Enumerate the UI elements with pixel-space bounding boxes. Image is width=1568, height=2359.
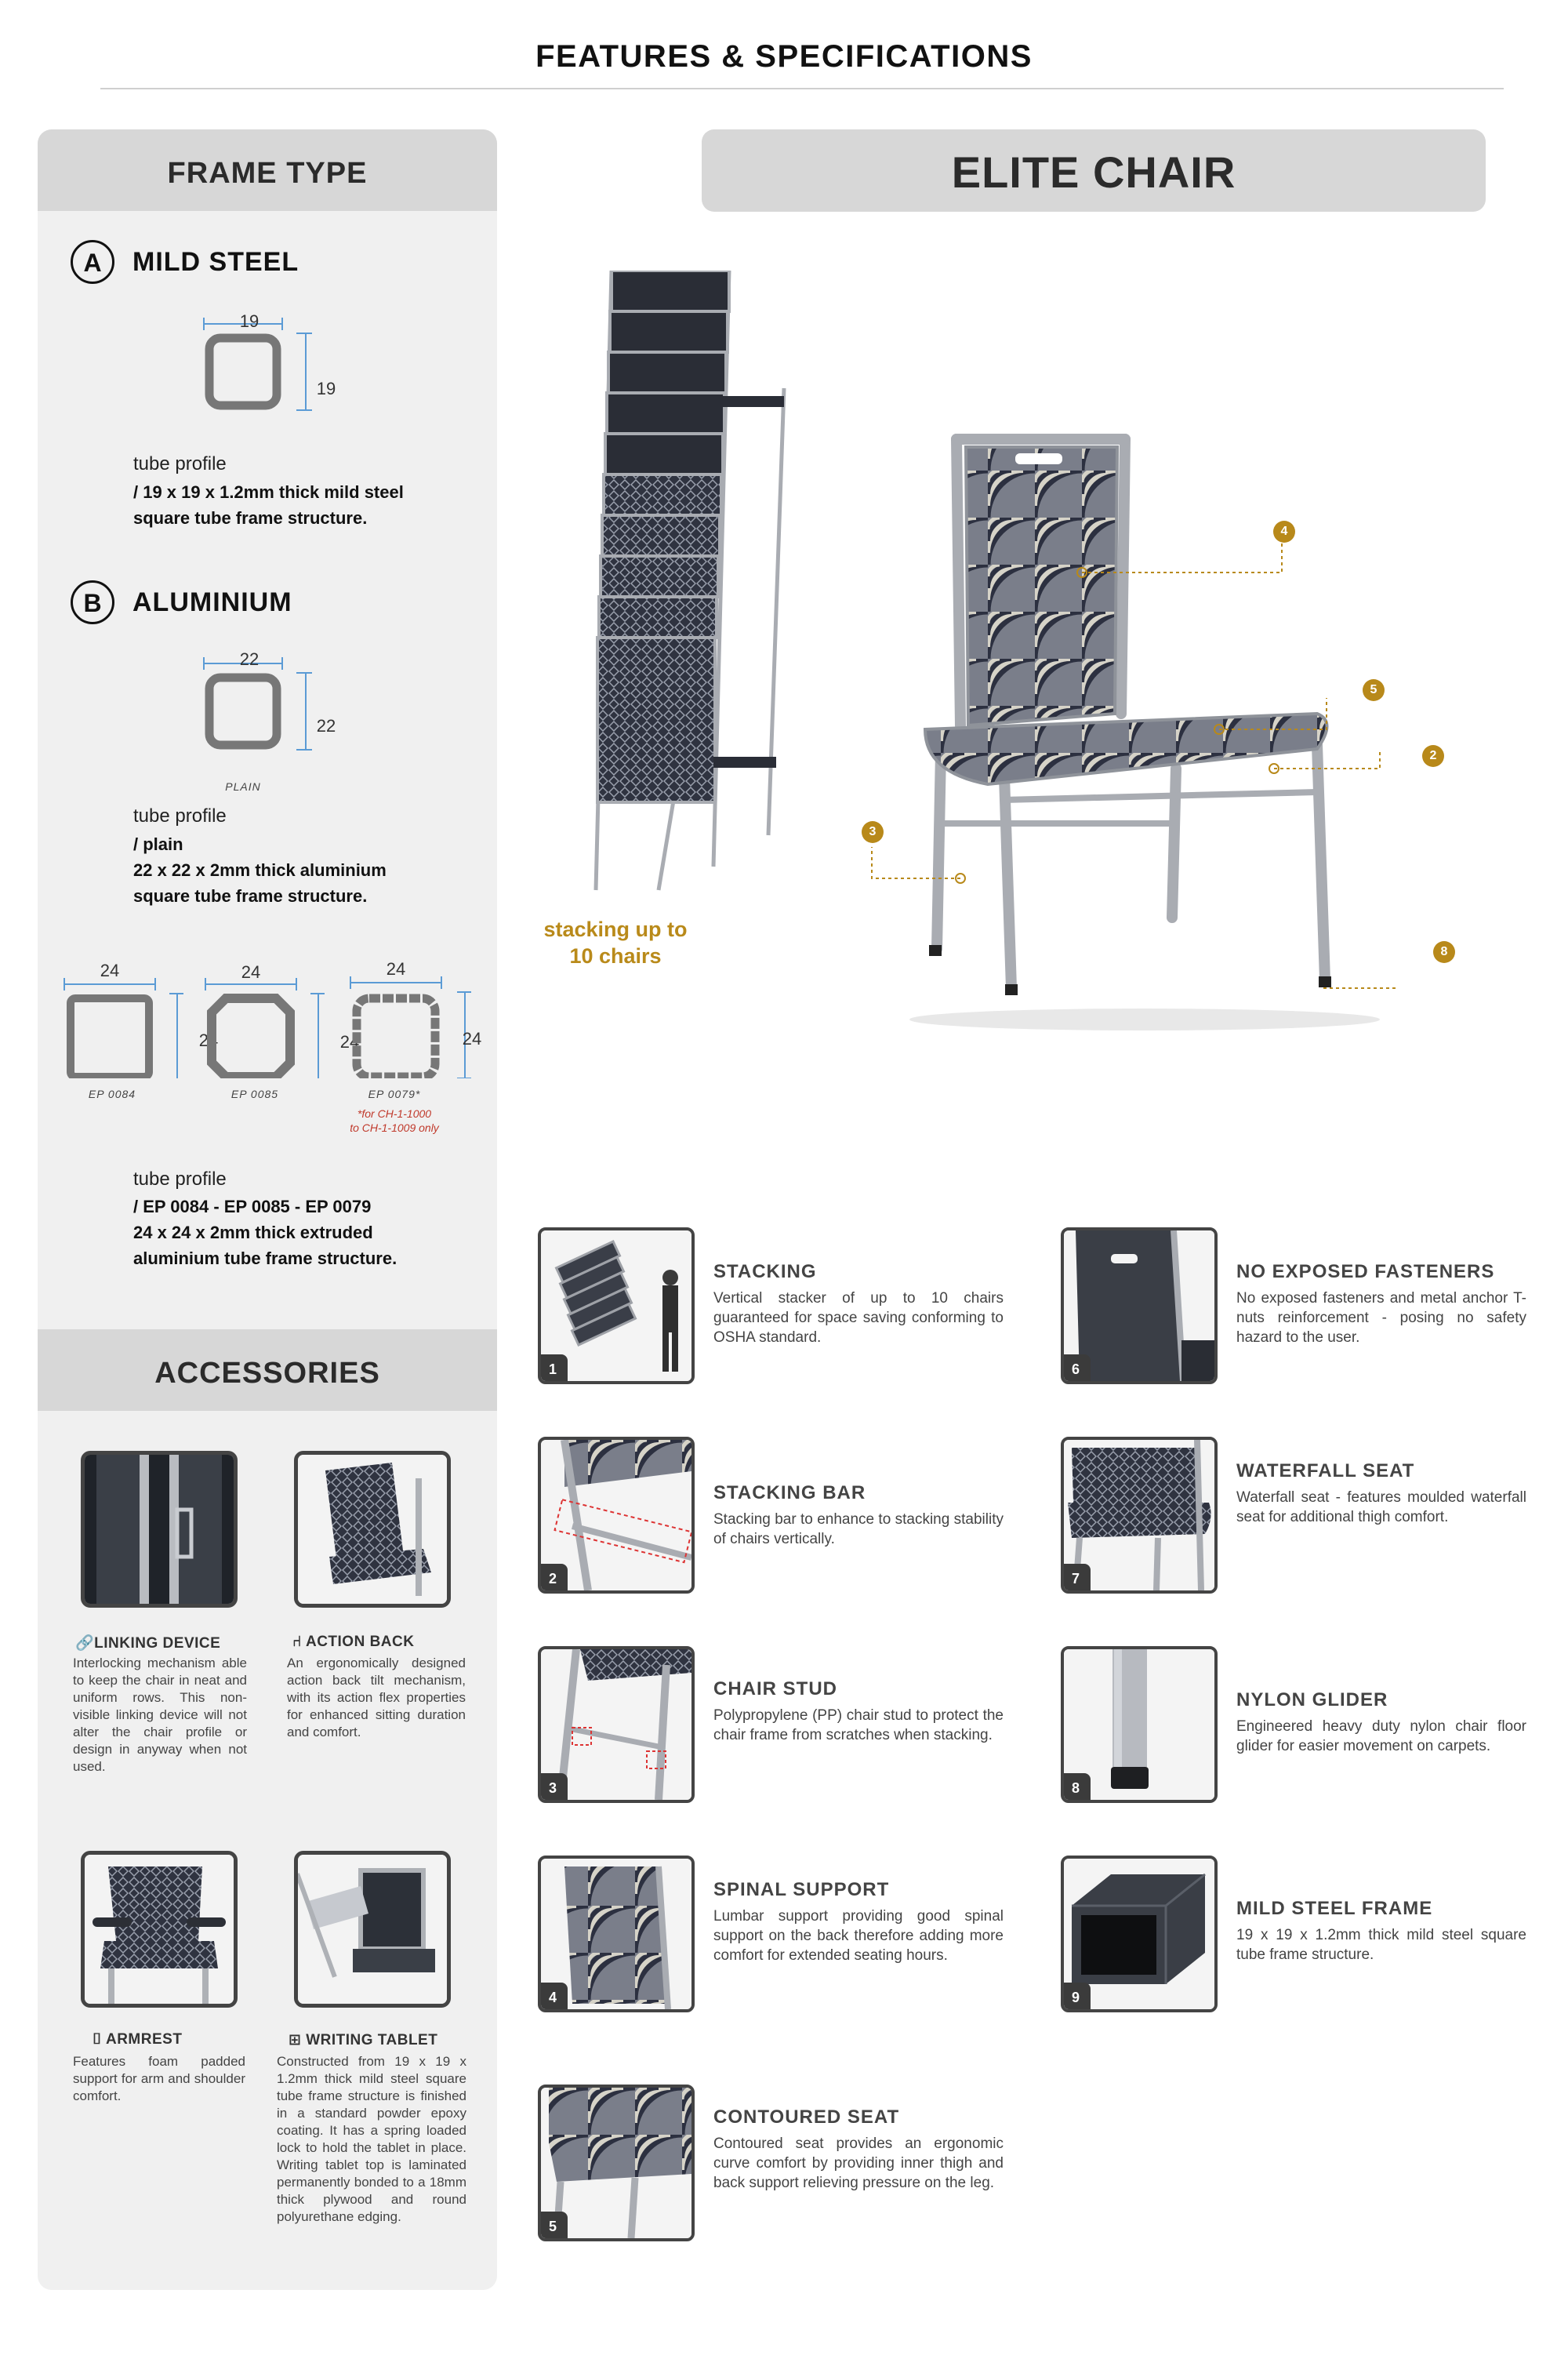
mild-steel-profile-label: tube profile [133, 453, 227, 474]
feature-3-title: CHAIR STUD [713, 1678, 837, 1699]
feature-1-number: 1 [538, 1354, 568, 1384]
feature-1-desc: Vertical stacker of up to 10 chairs guaranteed for space saving conforming to OSHA standard. [713, 1290, 1004, 1346]
callout-2: 2 [1422, 745, 1444, 767]
feature-7-image [1061, 1437, 1218, 1594]
feature-4-title: SPINAL SUPPORT [713, 1879, 890, 1900]
callout-4: 4 [1273, 521, 1295, 543]
link-icon: 🔗 [75, 1635, 95, 1652]
feature-9-title: MILD STEEL FRAME [1236, 1898, 1433, 1919]
feature-8-title: NYLON GLIDER [1236, 1689, 1388, 1710]
feature-2-image [538, 1437, 695, 1594]
aluminium-profile-desc: / plain 22 x 22 x 2mm thick aluminium square tube frame structure. [133, 834, 387, 906]
aluminium-title: ALUMINIUM [132, 587, 292, 617]
ep0084-height: 24 [198, 1030, 219, 1050]
writing-tablet-title: ⊞ WRITING TABLET [289, 2032, 438, 2048]
feature-1-image [538, 1227, 695, 1384]
callout-5: 5 [1363, 679, 1385, 701]
armrest-desc: Features foam padded support for arm and shoulder comfort. [73, 2054, 245, 2103]
ep0085-code: EP 0085 [230, 1088, 279, 1100]
ep0079-note-line1: *for CH-1-1000 [357, 1107, 432, 1120]
ep0079-height: 24 [462, 1029, 482, 1049]
action-back-image [294, 1451, 451, 1608]
ep0085-height: 24 [339, 1032, 360, 1052]
feature-3-desc: Polypropylene (PP) chair stud to protect the chair frame from scratches when stacking. [713, 1707, 1004, 1743]
feature-4-desc: Lumbar support providing good spinal support on the back therefore adding more comfort for extended seating hours. [713, 1908, 1004, 1964]
ep0084-width: 24 [100, 961, 120, 980]
ep0079-note-line2: to CH-1-1009 only [350, 1121, 439, 1134]
action-back-desc: An ergonomically designed action back tilt mechanism, with its action flex properties for enhanced sitting duration and comfort. [287, 1656, 466, 1739]
feature-7-title: WATERFALL SEAT [1236, 1460, 1415, 1481]
callout-3: 3 [862, 821, 884, 843]
elite-chair-image [847, 423, 1396, 1035]
callout-8: 8 [1433, 941, 1455, 963]
feature-5-desc: Contoured seat provides an ergonomic curve comfort by providing inner thigh and back support relieving pressure on the leg. [713, 2135, 1004, 2191]
feature-3-image [538, 1646, 695, 1803]
mild-steel-tube-diagram [194, 302, 351, 420]
left-panel [38, 129, 497, 2290]
linking-device-title: 🔗LINKING DEVICE [75, 1635, 221, 1652]
feature-9-desc: 19 x 19 x 1.2mm thick mild steel square tube frame structure. [1236, 1927, 1526, 1963]
feature-7-desc: Waterfall seat - features moulded waterfall seat for additional thigh comfort. [1236, 1489, 1526, 1525]
ep0085-width: 24 [241, 962, 261, 982]
feature-8-desc: Engineered heavy duty nylon chair floor glider for easier movement on carpets. [1236, 1718, 1526, 1754]
feature-2-desc: Stacking bar to enhance to stacking stability of chairs vertically. [713, 1511, 1004, 1547]
mild-steel-profile-desc: / 19 x 19 x 1.2mm thick mild steel square tube frame structure. [133, 482, 404, 528]
armrest-title: ⌷ ARMREST [93, 2031, 183, 2048]
section-letter-a: A [71, 240, 114, 284]
stacked-chairs-image [564, 271, 800, 898]
feature-5-number: 5 [538, 2212, 568, 2241]
action-back-title: ⑁ ACTION BACK [292, 1634, 415, 1650]
product-name: ELITE CHAIR [702, 129, 1486, 212]
section-letter-b: B [71, 580, 114, 624]
aluminium-tube-diagram [194, 642, 351, 759]
mild-steel-height: 19 [316, 379, 336, 398]
aluminium-profile-label: tube profile [133, 805, 227, 827]
writing-tablet-image [294, 1851, 451, 2008]
aluminium-height: 22 [316, 716, 336, 736]
stacking-label: stacking up to 10 chairs [543, 918, 688, 968]
feature-5-title: CONTOURED SEAT [713, 2106, 900, 2128]
chair-icon: ⑁ [292, 1634, 306, 1650]
ep0079-width: 24 [386, 959, 406, 979]
feature-5-image [538, 2085, 695, 2241]
mild-steel-width: 19 [239, 311, 260, 331]
aluminium-width: 22 [239, 649, 260, 669]
writing-tablet-desc: Constructed from 19 x 19 x 1.2mm thick mild steel square tube frame structure is finished in a standard powder epoxy coating. It has a spring loaded lock to hold the tablet in place. Writing tablet top is laminated permanently bonded to a 18mm thick plywood and round polyurethane edging. [277, 2054, 466, 2224]
feature-7-number: 7 [1061, 1564, 1091, 1594]
feature-9-image [1061, 1856, 1218, 2012]
feature-8-number: 8 [1061, 1773, 1091, 1803]
feature-6-image [1061, 1227, 1218, 1384]
feature-1-title: STACKING [713, 1261, 817, 1282]
extruded-profile-desc: / EP 0084 - EP 0085 - EP 0079 24 x 24 x 2mm thick extruded aluminium tube frame structure. [133, 1197, 397, 1268]
feature-6-number: 6 [1061, 1354, 1091, 1384]
ep0079-code: EP 0079* [368, 1088, 421, 1100]
feature-8-image [1061, 1646, 1218, 1803]
feature-4-number: 4 [538, 1983, 568, 2012]
armrest-icon: ⌷ [93, 2031, 106, 2048]
ep0084-code: EP 0084 [88, 1088, 136, 1100]
feature-2-number: 2 [538, 1564, 568, 1594]
accessories-heading: ACCESSORIES [38, 1329, 497, 1411]
feature-6-desc: No exposed fasteners and metal anchor T-nuts reinforcement - posing no safety hazard to the user. [1236, 1290, 1526, 1346]
feature-4-image [538, 1856, 695, 2012]
title-divider [100, 88, 1504, 89]
armrest-image [81, 1851, 238, 2008]
feature-3-number: 3 [538, 1773, 568, 1803]
linking-device-image [81, 1451, 238, 1608]
feature-2-title: STACKING BAR [713, 1482, 866, 1503]
extruded-profile-label: tube profile [133, 1169, 227, 1190]
mild-steel-title: MILD STEEL [132, 247, 299, 277]
frame-type-heading: FRAME TYPE [38, 129, 497, 211]
feature-6-title: NO EXPOSED FASTENERS [1236, 1261, 1495, 1282]
tablet-icon: ⊞ [289, 2032, 307, 2048]
aluminium-plain-caption: PLAIN [225, 780, 261, 793]
linking-device-desc: Interlocking mechanism able to keep the chair in neat and uniform rows. This non-visible linking device will not alter the chair profile or design in anyway when not used. [73, 1656, 247, 1774]
feature-9-number: 9 [1061, 1983, 1091, 2012]
page-title: FEATURES & SPECIFICATIONS [535, 39, 1033, 74]
